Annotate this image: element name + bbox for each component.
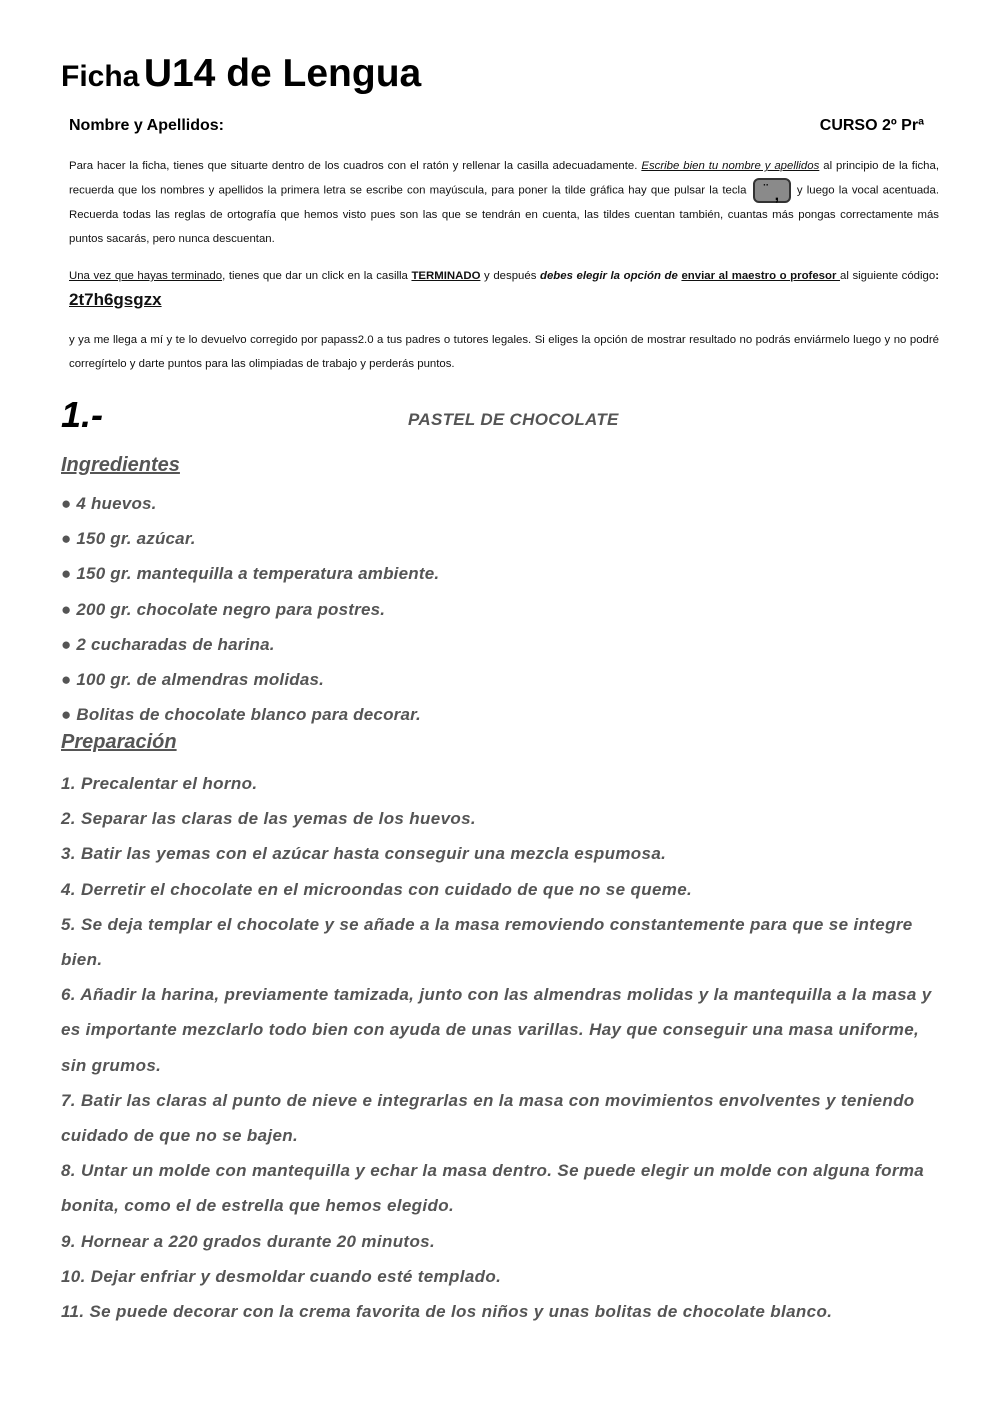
key-top-glyph: ¨ xyxy=(763,181,769,196)
preparation-step: 2. Separar las claras de las yemas de los huevos. xyxy=(61,809,476,829)
ingredient-item: ● 200 gr. chocolate negro para postres. xyxy=(61,599,386,619)
ingredient-item: ● Bolitas de chocolate blanco para decorar. xyxy=(61,705,421,725)
instructions-paragraph-3: y ya me llega a mí y te lo devuelvo corregido por papass2.0 a tus padres o tutores legales. Si eliges la opción de mostrar resultado no podrás enviármelo luego y no podré corregírtelo y darte puntos para las olimpiadas de trabajo y perderás puntos. xyxy=(69,334,939,370)
ingredient-item: ● 4 huevos. xyxy=(61,494,157,513)
recipe-title: PASTEL DE CHOCOLATE xyxy=(408,410,619,429)
instructions-paragraph-1 xyxy=(69,154,939,251)
title-prefix: Ficha xyxy=(61,60,140,93)
instr-text: Para hacer la ficha, tienes que situarte dentro de los cuadros con el ratón y rellenar la casilla adecuadamente. xyxy=(69,160,642,172)
preparation-step: 5. Se deja templar el chocolate y se añade a la masa removiendo constantemente para que se integre bien. xyxy=(61,914,913,970)
instr-emphasis: debes elegir la opción de xyxy=(540,270,678,282)
share-code: 2t7h6gsgzx xyxy=(69,290,162,309)
instr-emphasis: Escribe bien tu nombre y apellidos xyxy=(641,160,820,172)
key-bottom-glyph: , xyxy=(774,187,780,204)
ingredients-list xyxy=(61,488,439,734)
preparation-step: 7. Batir las claras al punto de nieve e integrarlas en la masa con movimientos envolventes y teniendo cuidado de que no se bajen. xyxy=(61,1090,915,1146)
send-teacher-option: enviar al maestro o profesor xyxy=(681,270,840,282)
preparation-steps xyxy=(61,766,941,1329)
name-label: Nombre y Apellidos: xyxy=(69,117,224,134)
preparation-step: 6. Añadir la harina, previamente tamizada, junto con las almendras molidas y la mantequilla a la masa y es importante mezclarlo todo bien con ayuda de unas varillas. Hay que conseguir una masa uniforme, sin grumos. xyxy=(61,985,932,1075)
instr-text: y luego la vocal acentuada. Recuerda todas las reglas de ortografía que hemos visto pues son las que se tendrán en cuenta, las tildes cuentan también, cuantas más pongas correctamente más puntos sacarás, pero nunca descuentan. xyxy=(69,184,940,245)
instr-text: , tienes que dar un click en la casilla xyxy=(222,270,412,282)
preparation-step: 10. Dejar enfriar y desmoldar cuando esté templado. xyxy=(61,1266,502,1286)
title-main: U14 de Lengua xyxy=(143,52,422,95)
preparation-step: 11. Se puede decorar con la crema favorita de los niños y unas bolitas de chocolate blanco. xyxy=(61,1302,833,1322)
preparation-step: 8. Untar un molde con mantequilla y echar la masa dentro. Se puede elegir un molde con alguna forma bonita, como el de estrella que hemos elegido. xyxy=(61,1161,925,1216)
preparation-step: 9. Hornear a 220 grados durante 20 minutos. xyxy=(61,1231,436,1251)
preparation-step: 4. Derretir el chocolate en el microondas con cuidado de que no se queme. xyxy=(61,879,693,899)
instr-underlined: Una vez que hayas terminado xyxy=(69,270,223,282)
ingredient-item: ● 100 gr. de almendras molidas. xyxy=(61,669,325,689)
preparation-step: 3. Batir las yemas con el azúcar hasta conseguir una mezcla espumosa. xyxy=(61,844,667,864)
ingredient-item: ● 150 gr. mantequilla a temperatura ambiente. xyxy=(61,564,440,584)
instr-text: al principio de la ficha, recuerda que los nombres y apellidos la primera letra se escribe con mayúscula, para poner la tilde gráfica hay que pulsar la tecla xyxy=(69,160,940,197)
instr-text: y después xyxy=(480,270,541,282)
terminado-keyword: TERMINADO xyxy=(411,270,481,282)
preparation-heading: Preparación xyxy=(61,731,177,753)
exercise-number: 1.- xyxy=(61,394,104,435)
instr-colon: : xyxy=(935,270,940,282)
instructions-paragraph-2 xyxy=(69,264,939,314)
instr-text: al siguiente código xyxy=(839,270,936,282)
ingredients-heading: Ingredientes xyxy=(61,454,180,476)
worksheet-title xyxy=(61,52,421,96)
dead-key-icon xyxy=(753,178,791,203)
preparation-step: 1. Precalentar el horno. xyxy=(61,774,258,793)
course-label: CURSO 2º Prª xyxy=(819,117,924,134)
ingredient-item: ● 2 cucharadas de harina. xyxy=(61,634,275,654)
ingredient-item: ● 150 gr. azúcar. xyxy=(61,529,196,549)
